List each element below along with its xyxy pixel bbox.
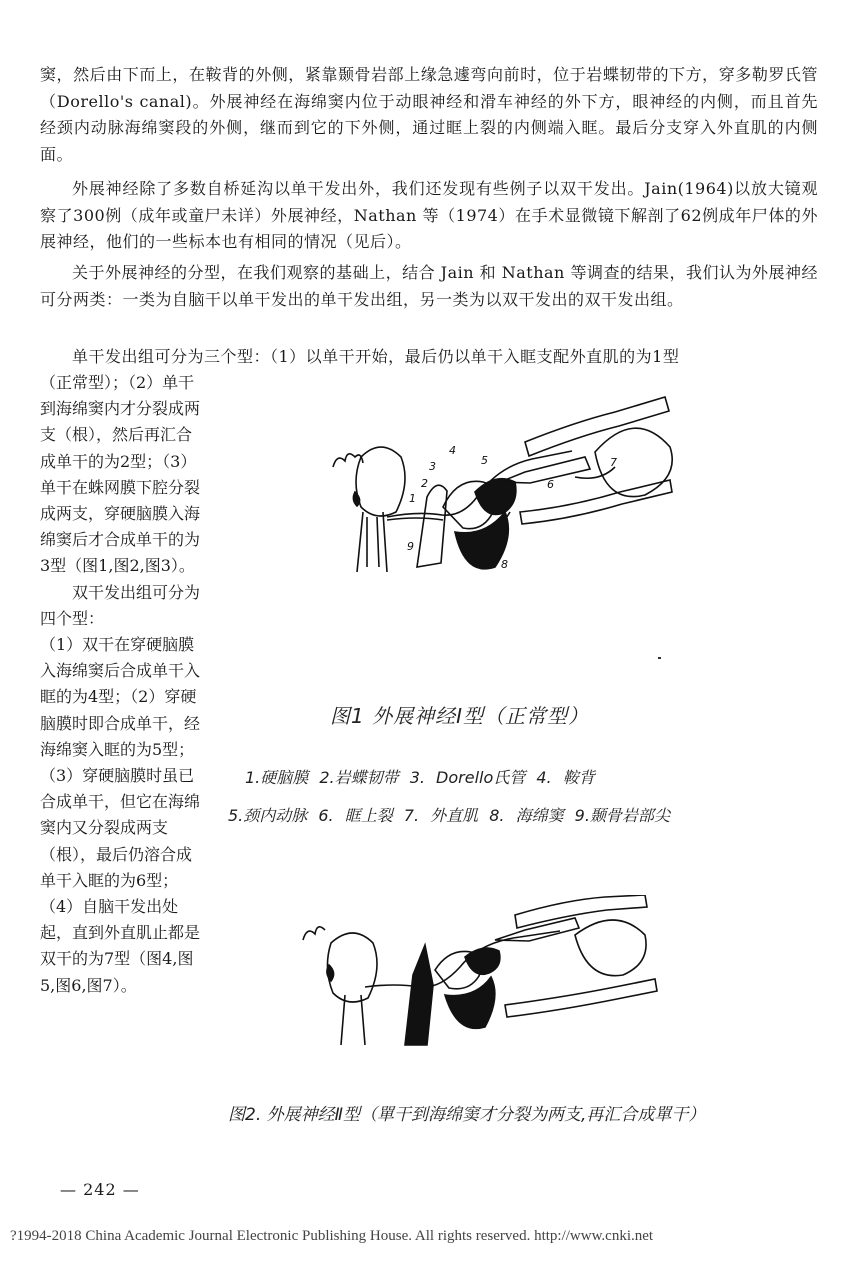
callout-7: 7 bbox=[610, 456, 617, 469]
callout-1: 1 bbox=[409, 492, 416, 505]
figure-1-caption: 图1 外展神经Ⅰ型（正常型） bbox=[330, 704, 589, 728]
dura-scroll-shape bbox=[333, 447, 405, 572]
figure-2-caption: 图2. 外展神经Ⅱ型（單干到海绵窦才分裂为两支,再汇合成單干） bbox=[228, 1105, 706, 1125]
speck bbox=[658, 657, 661, 659]
fig2-carotid-sinus bbox=[405, 945, 500, 1045]
paragraph-2: 外展神经除了多数自桥延沟以单干发出外，我们还发现有些例子以双干发出。Jain(1964)以放大镜观察了300例（成年或童尸未详）外展神经，Nathan 等（1974）在手术显微镜下解剖了62例成年尸体的外展神经，他们的一些标本也有相同的情况（见后）。 bbox=[40, 179, 818, 251]
callout-5: 5 bbox=[481, 454, 488, 467]
callout-2: 2 bbox=[421, 477, 428, 490]
callout-4: 4 bbox=[449, 444, 456, 457]
figure-1-legend-row-2: 5.颈内动脉 6. 眶上裂 7. 外直肌 8. 海绵窦 9.颞骨岩部尖 bbox=[228, 806, 670, 825]
callout-6: 6 bbox=[547, 478, 554, 491]
figure-2-drawing bbox=[295, 895, 665, 1055]
copyright-footer: ?1994-2018 China Academic Journal Electronic Publishing House. All rights reserved. http://www.cnki.net bbox=[10, 1228, 654, 1244]
left-col-para-2: 双干发出组可分为四个型： bbox=[40, 582, 201, 628]
fig2-orbit bbox=[495, 895, 657, 1017]
figure-1-drawing bbox=[325, 392, 685, 592]
left-col-para-1: （正常型）；（2）单干到海绵窦内才分裂成两支（根），然后再汇合成单干的为2型；（3）单干在蛛网膜下腔分裂成两支，穿硬脑膜入海绵窦后才合成单干的为3型（图1,图2,图3）。 bbox=[40, 373, 201, 576]
figure-1-legend-row-1: 1.硬脑膜 2.岩蝶韧带 3. Dorello氏管 4. 鞍背 bbox=[245, 768, 595, 787]
fig2-dura-scroll bbox=[303, 927, 377, 1045]
page-number: — 242 — bbox=[60, 1180, 140, 1199]
left-column-text bbox=[40, 370, 200, 999]
callout-9: 9 bbox=[407, 540, 414, 553]
paragraph-4: 单干发出组可分为三个型：（1）以单干开始，最后仍以单干入眶支配外直肌的为1型 bbox=[72, 347, 680, 366]
figure-1-callouts bbox=[407, 444, 617, 571]
carotid-and-sinus bbox=[417, 479, 516, 569]
fig2-nerve bbox=[365, 931, 560, 987]
paragraph-1: 窦，然后由下而上，在鞍背的外侧，紧靠颞骨岩部上缘急遽弯向前时，位于岩蝶韧带的下方，穿多勒罗氏管（Dorello's canal)。外展神经在海绵窦内位于动眼神经和滑车神经的外下方，眼神经的内侧，而且首先经颈内动脉海绵窦段的外侧，继而到它的下外侧，通过眶上裂的内侧端入眶。最后分支穿入外直肌的内侧面。 bbox=[40, 65, 818, 164]
callout-8: 8 bbox=[501, 558, 508, 571]
callout-3: 3 bbox=[429, 460, 436, 473]
left-col-para-3: （1）双干在穿硬脑膜入海绵窦后合成单干入眶的为4型；（2）穿硬脑膜时即合成单干，经海绵窦入眶的为5型；（3）穿硬脑膜时虽已合成单干，但它在海绵窦内又分裂成两支（根），最后仍溶合成单干入眶的为6型；（4）自脑干发出处起，直到外直肌止都是双干的为7型（图4,图5,图6,图7）。 bbox=[40, 635, 201, 995]
paragraph-3: 关于外展神经的分型，在我们观察的基础上，结合 Jain 和 Nathan 等调查的结果，我们认为外展神经可分两类：一类为自脑干以单干发出的单干发出组，另一类为以双干发出的双干发出组。 bbox=[40, 263, 818, 309]
